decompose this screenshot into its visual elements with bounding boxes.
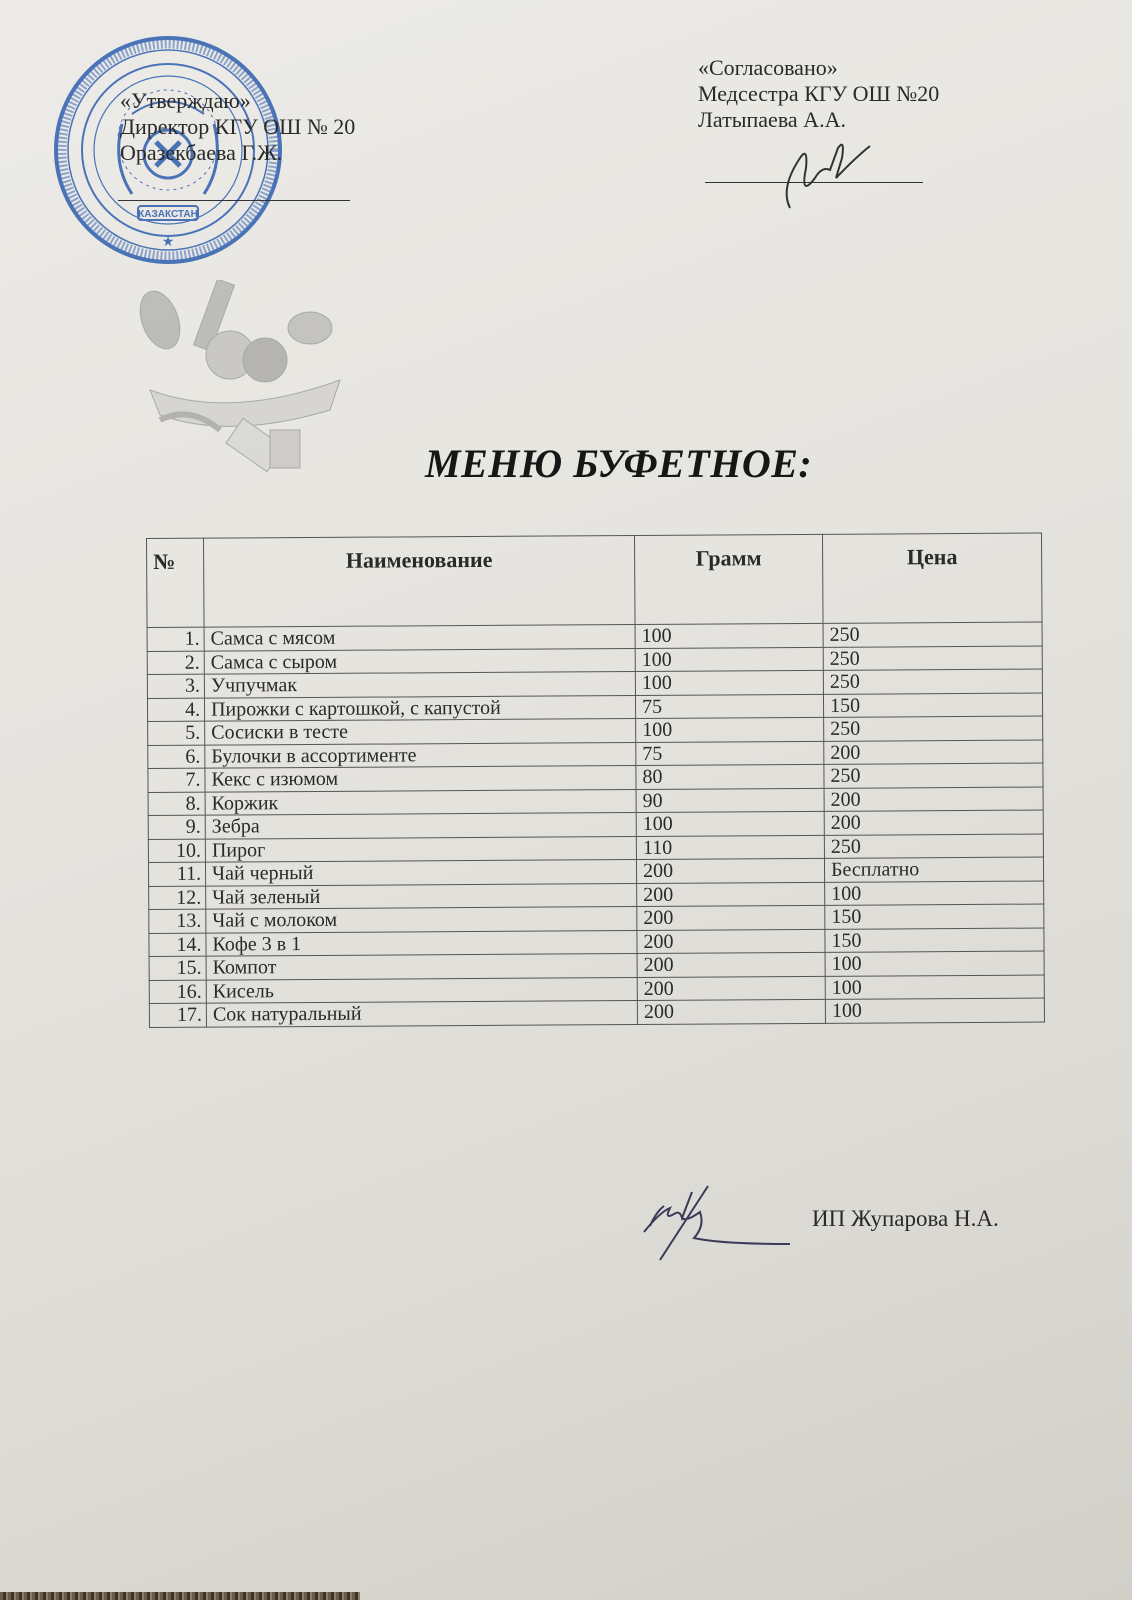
item-price: 100 xyxy=(825,998,1044,1023)
nurse-signature-icon xyxy=(760,128,880,212)
item-name: Учпучмак xyxy=(204,672,635,698)
row-number: 7. xyxy=(148,768,205,792)
item-gram: 100 xyxy=(635,623,823,648)
item-price: 150 xyxy=(825,928,1044,953)
approval-person: Оразекбаева Г.Ж. xyxy=(120,140,283,165)
item-price: 100 xyxy=(825,881,1044,906)
item-name: Чай зеленый xyxy=(206,883,637,909)
item-price: Бесплатно xyxy=(824,857,1043,882)
row-number: 6. xyxy=(148,745,205,769)
item-price: 200 xyxy=(824,740,1043,765)
item-gram: 200 xyxy=(637,929,825,954)
item-gram: 100 xyxy=(636,717,824,742)
item-price: 100 xyxy=(825,951,1044,976)
svg-text:★: ★ xyxy=(161,235,175,250)
item-gram: 200 xyxy=(637,976,825,1001)
item-gram: 100 xyxy=(635,670,823,695)
item-price: 150 xyxy=(825,904,1044,929)
item-name: Сосиски в тесте xyxy=(205,719,636,745)
row-number: 15. xyxy=(149,956,206,980)
approval-label: «Утверждаю» xyxy=(120,88,251,113)
row-number: 8. xyxy=(148,792,205,816)
row-number: 16. xyxy=(149,980,206,1004)
row-number: 11. xyxy=(148,862,205,886)
row-number: 12. xyxy=(149,886,206,910)
item-name: Самса с мясом xyxy=(204,625,635,651)
approval-signature-line xyxy=(118,200,350,201)
row-number: 2. xyxy=(147,651,204,675)
item-name: Зебра xyxy=(205,813,636,839)
item-gram: 110 xyxy=(636,835,824,860)
column-header-price: Цена xyxy=(822,533,1042,623)
item-price: 250 xyxy=(824,834,1043,859)
item-name: Коржик xyxy=(205,789,636,815)
item-price: 100 xyxy=(825,975,1044,1000)
item-name: Кисель xyxy=(206,977,637,1003)
svg-text:КАЗАКСТАН: КАЗАКСТАН xyxy=(138,209,198,220)
column-header-name: Наименование xyxy=(204,536,636,628)
table-header-row xyxy=(147,533,1043,627)
table-row xyxy=(149,998,1044,1027)
row-number: 10. xyxy=(148,839,205,863)
item-gram: 80 xyxy=(636,764,824,789)
item-name: Чай черный xyxy=(205,860,636,886)
vendor-signature-icon xyxy=(630,1182,820,1262)
agreement-person: Латыпаева А.А. xyxy=(698,107,846,132)
row-number: 3. xyxy=(147,674,204,698)
item-name: Самса с сыром xyxy=(204,648,635,674)
item-price: 200 xyxy=(824,787,1043,812)
item-gram: 90 xyxy=(636,788,824,813)
background-surface xyxy=(0,1592,360,1600)
item-price: 150 xyxy=(823,693,1042,718)
item-name: Кекс с изюмом xyxy=(205,766,636,792)
item-name: Чай с молоком xyxy=(206,907,637,933)
item-price: 250 xyxy=(824,763,1043,788)
item-name: Компот xyxy=(206,954,637,980)
item-gram: 100 xyxy=(636,811,824,836)
item-name: Сок натуральный xyxy=(206,1001,637,1027)
item-price: 250 xyxy=(823,622,1042,647)
item-gram: 100 xyxy=(635,647,823,672)
item-price: 250 xyxy=(823,669,1042,694)
agreement-label: «Согласовано» xyxy=(698,55,838,80)
column-header-gram: Грамм xyxy=(634,534,823,624)
item-name: Булочки в ассортименте xyxy=(205,742,636,768)
bakery-clipart-icon xyxy=(120,280,360,480)
row-number: 17. xyxy=(149,1003,206,1027)
item-name: Пирог xyxy=(205,836,636,862)
item-price: 200 xyxy=(824,810,1043,835)
item-gram: 75 xyxy=(636,741,824,766)
item-gram: 200 xyxy=(637,952,825,977)
item-gram: 75 xyxy=(635,694,823,719)
item-gram: 200 xyxy=(637,999,825,1024)
item-gram: 200 xyxy=(637,882,825,907)
row-number: 14. xyxy=(149,933,206,957)
item-name: Пирожки с картошкой, с капустой xyxy=(204,695,635,721)
row-number: 9. xyxy=(148,815,205,839)
agreement-block xyxy=(698,55,939,133)
agreement-position: Медсестра КГУ ОШ №20 xyxy=(698,81,940,106)
row-number: 1. xyxy=(147,627,204,651)
approval-block xyxy=(120,88,355,166)
column-header-number: № xyxy=(147,538,205,627)
item-gram: 200 xyxy=(637,905,825,930)
approval-position: Директор КГУ ОШ № 20 xyxy=(120,114,356,139)
item-price: 250 xyxy=(823,646,1042,671)
item-name: Кофе 3 в 1 xyxy=(206,930,637,956)
item-gram: 200 xyxy=(636,858,824,883)
row-number: 4. xyxy=(147,698,204,722)
vendor-signatory: ИП Жупарова Н.А. xyxy=(812,1206,999,1231)
row-number: 5. xyxy=(148,721,205,745)
page-title: МЕНЮ БУФЕТНОЕ: xyxy=(425,441,813,486)
menu-table xyxy=(146,533,1045,1028)
row-number: 13. xyxy=(149,909,206,933)
item-price: 250 xyxy=(824,716,1043,741)
